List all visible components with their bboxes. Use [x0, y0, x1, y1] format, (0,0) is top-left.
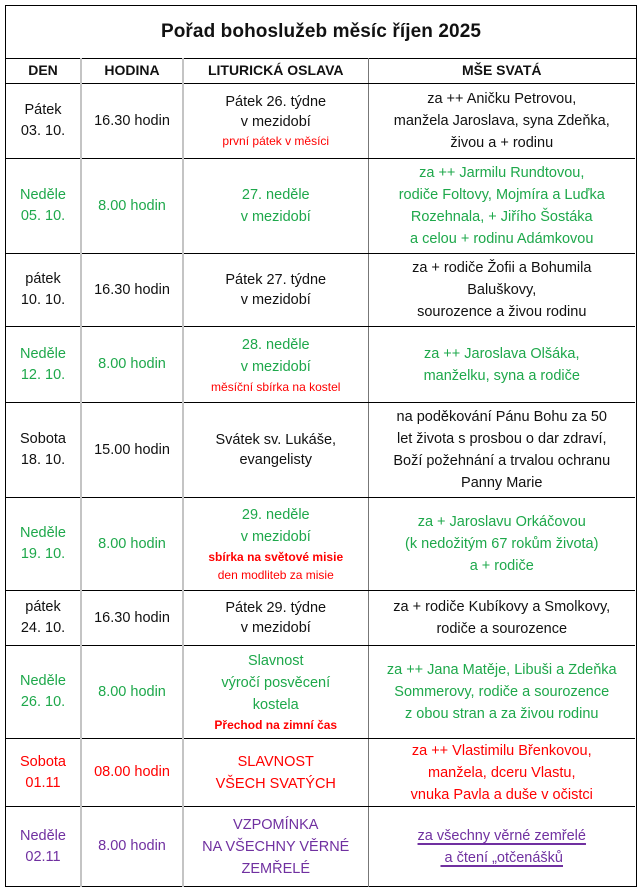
- mass-intention-line: Boží požehnání a trvalou ochranu: [393, 453, 611, 469]
- mass-intention-line: za ++ Jana Matěje, Libuši a Zdeňka: [386, 662, 617, 678]
- day-cell: [6, 739, 81, 807]
- liturgy-line: v mezidobí: [240, 292, 311, 308]
- mass-cell: [368, 159, 635, 254]
- day-date: 05. 10.: [20, 208, 66, 224]
- mass-intention-line: a čtení „otčenášků: [440, 849, 563, 866]
- mass-intention-line: rodiče Foltovy, Mojmíra a Luďka: [398, 187, 605, 203]
- time-cell: 8.00 hodin: [81, 646, 183, 739]
- liturgy-line: 28. neděle: [241, 336, 310, 353]
- day-cell: [6, 498, 81, 591]
- day-cell: [6, 254, 81, 327]
- day-name: Sobota: [20, 753, 66, 770]
- day-cell: [6, 591, 81, 646]
- mass-intention-line: manžela Jaroslava, syna Zdeňka,: [393, 113, 610, 129]
- header-den: DEN: [6, 58, 81, 84]
- time-cell: 16.30 hodin: [81, 254, 183, 327]
- liturgy-note: měsíční sbírka na kostel: [211, 379, 341, 394]
- mass-intention-line: za + Jaroslavu Orkáčovou: [417, 514, 586, 530]
- liturgy-cell: [183, 591, 368, 646]
- day-cell: [6, 84, 81, 159]
- header-liturgy: LITURICKÁ OSLAVA: [183, 58, 368, 84]
- mass-intention-line: za ++ Vlastimilu Břenkovou,: [411, 742, 592, 759]
- day-date: 12. 10.: [20, 366, 66, 383]
- mass-intention-line: let života s prosbou o dar zdraví,: [396, 431, 607, 447]
- mass-intention-line: za ++ Aničku Petrovou,: [427, 91, 577, 107]
- mass-cell: [368, 807, 635, 887]
- liturgy-line: v mezidobí: [240, 209, 311, 225]
- liturgy-line: Pátek 26. týdne: [225, 94, 327, 110]
- liturgy-line: výročí posvěcení: [221, 675, 331, 691]
- mass-intention-line: za + rodiče Žofii a Bohumila: [412, 260, 592, 276]
- mass-intention-line: manžela, dceru Vlastu,: [428, 764, 576, 781]
- day-date: 02.11: [25, 848, 61, 865]
- day-name: pátek: [25, 599, 61, 615]
- liturgy-cell: [183, 739, 368, 807]
- mass-intention-line: rodiče a sourozence: [436, 621, 568, 637]
- liturgy-cell: [183, 498, 368, 591]
- schedule-row: [6, 403, 635, 498]
- day-date: 24. 10.: [20, 620, 66, 636]
- liturgy-line: Slavnost: [247, 653, 304, 669]
- time-cell: 15.00 hodin: [81, 403, 183, 498]
- liturgy-line: v mezidobí: [240, 620, 311, 636]
- mass-intention-line: Rozehnala, + Jiřího Šostáka: [410, 209, 593, 225]
- time-cell: 16.30 hodin: [81, 591, 183, 646]
- day-cell: [6, 646, 81, 739]
- day-cell: [6, 807, 81, 887]
- schedule-row: [6, 807, 635, 887]
- page-title: Pořad bohoslužeb měsíc říjen 2025: [6, 6, 636, 59]
- day-name: Neděle: [20, 345, 66, 362]
- mass-intention-line: za + rodiče Kubíkovy a Smolkovy,: [393, 599, 611, 615]
- mass-intention-line: vnuka Pavla a duše v očistci: [410, 786, 593, 803]
- liturgy-cell: [183, 254, 368, 327]
- liturgy-cell: [183, 807, 368, 887]
- liturgy-cell: [183, 159, 368, 254]
- time-cell: 8.00 hodin: [81, 807, 183, 887]
- liturgy-line: NA VŠECHNY VĚRNÉ: [202, 838, 350, 855]
- liturgy-note: Přechod na zimní čas: [214, 718, 338, 732]
- time-cell: 8.00 hodin: [81, 498, 183, 591]
- mass-cell: [368, 498, 635, 591]
- mass-intention-line: za všechny věrné zemřelé: [417, 827, 586, 844]
- day-date: 18. 10.: [20, 452, 66, 468]
- day-cell: [6, 159, 81, 254]
- schedule-row: [6, 84, 635, 159]
- day-date: 10. 10.: [20, 292, 66, 308]
- liturgy-line: v mezidobí: [240, 114, 311, 130]
- liturgy-cell: [183, 327, 368, 403]
- mass-intention-line: z obou stran a za živou rodinu: [405, 706, 599, 722]
- time-cell: 16.30 hodin: [81, 84, 183, 159]
- mass-intention-line: na poděkování Pánu Bohu za 50: [396, 409, 607, 425]
- day-name: Neděle: [20, 187, 66, 203]
- day-date: 03. 10.: [20, 123, 66, 139]
- time-cell: 8.00 hodin: [81, 159, 183, 254]
- mass-cell: [368, 327, 635, 403]
- liturgy-line: v mezidobí: [240, 529, 311, 545]
- liturgy-line: Svátek sv. Lukáše,: [215, 432, 337, 448]
- header-row: [6, 58, 635, 84]
- liturgy-cell: [183, 84, 368, 159]
- mass-intention-line: za ++ Jarmilu Rundtovou,: [419, 165, 585, 181]
- liturgy-line: 27. neděle: [241, 187, 310, 203]
- day-date: 01.11: [25, 774, 61, 791]
- schedule-sheet: [5, 5, 637, 887]
- liturgy-line: VŠECH SVATÝCH: [215, 775, 336, 792]
- mass-intention-line: za ++ Jaroslava Olšáka,: [423, 345, 580, 362]
- mass-intention-line: živou a + rodinu: [450, 135, 554, 151]
- mass-intention-line: manželku, syna a rodiče: [423, 367, 580, 384]
- mass-intention-line: (k nedožitým 67 rokům života): [405, 536, 599, 552]
- day-name: Neděle: [20, 525, 66, 541]
- time-cell: 08.00 hodin: [81, 739, 183, 807]
- mass-intention-line: a celou + rodinu Adámkovou: [410, 231, 594, 247]
- schedule-row: [6, 646, 635, 739]
- header-mass: MŠE SVATÁ: [368, 58, 635, 84]
- header-hodina: HODINA: [81, 58, 183, 84]
- schedule-table: [6, 58, 635, 887]
- mass-cell: [368, 646, 635, 739]
- liturgy-line: evangelisty: [239, 452, 313, 468]
- day-date: 26. 10.: [20, 694, 66, 710]
- schedule-row: [6, 254, 635, 327]
- liturgy-cell: [183, 646, 368, 739]
- day-name: Neděle: [20, 673, 66, 689]
- liturgy-line: VZPOMÍNKA: [233, 816, 319, 833]
- mass-cell: [368, 254, 635, 327]
- schedule-row: [6, 739, 635, 807]
- liturgy-line: SLAVNOST: [237, 753, 314, 770]
- schedule-row: [6, 159, 635, 254]
- mass-intention-line: a + rodiče: [469, 558, 534, 574]
- day-cell: [6, 327, 81, 403]
- mass-cell: [368, 84, 635, 159]
- day-name: Pátek: [24, 102, 62, 118]
- mass-cell: [368, 739, 635, 807]
- liturgy-note: sbírka na světové misie: [208, 550, 344, 564]
- mass-intention-line: Panny Marie: [461, 475, 543, 491]
- mass-intention-line: sourozence a živou rodinu: [417, 304, 587, 320]
- time-cell: 8.00 hodin: [81, 327, 183, 403]
- day-name: pátek: [25, 271, 61, 287]
- day-date: 19. 10.: [20, 546, 66, 562]
- liturgy-note: první pátek v měsíci: [222, 134, 330, 148]
- mass-intention-line: Baluškovy,: [467, 282, 537, 298]
- liturgy-line: Pátek 29. týdne: [225, 600, 327, 616]
- liturgy-line: Pátek 27. týdne: [225, 272, 327, 288]
- liturgy-note: den modliteb za misie: [217, 568, 334, 582]
- liturgy-cell: [183, 403, 368, 498]
- day-name: Sobota: [20, 431, 66, 447]
- liturgy-line: 29. neděle: [241, 507, 310, 523]
- mass-cell: [368, 403, 635, 498]
- mass-cell: [368, 591, 635, 646]
- liturgy-line: ZEMŘELÉ: [241, 860, 310, 877]
- schedule-row: [6, 591, 635, 646]
- schedule-row: [6, 498, 635, 591]
- schedule-row: [6, 327, 635, 403]
- mass-intention-line: Sommerovy, rodiče a sourozence: [394, 684, 610, 700]
- liturgy-line: v mezidobí: [240, 358, 311, 375]
- liturgy-line: kostela: [252, 697, 299, 713]
- day-cell: [6, 403, 81, 498]
- day-name: Neděle: [20, 827, 66, 844]
